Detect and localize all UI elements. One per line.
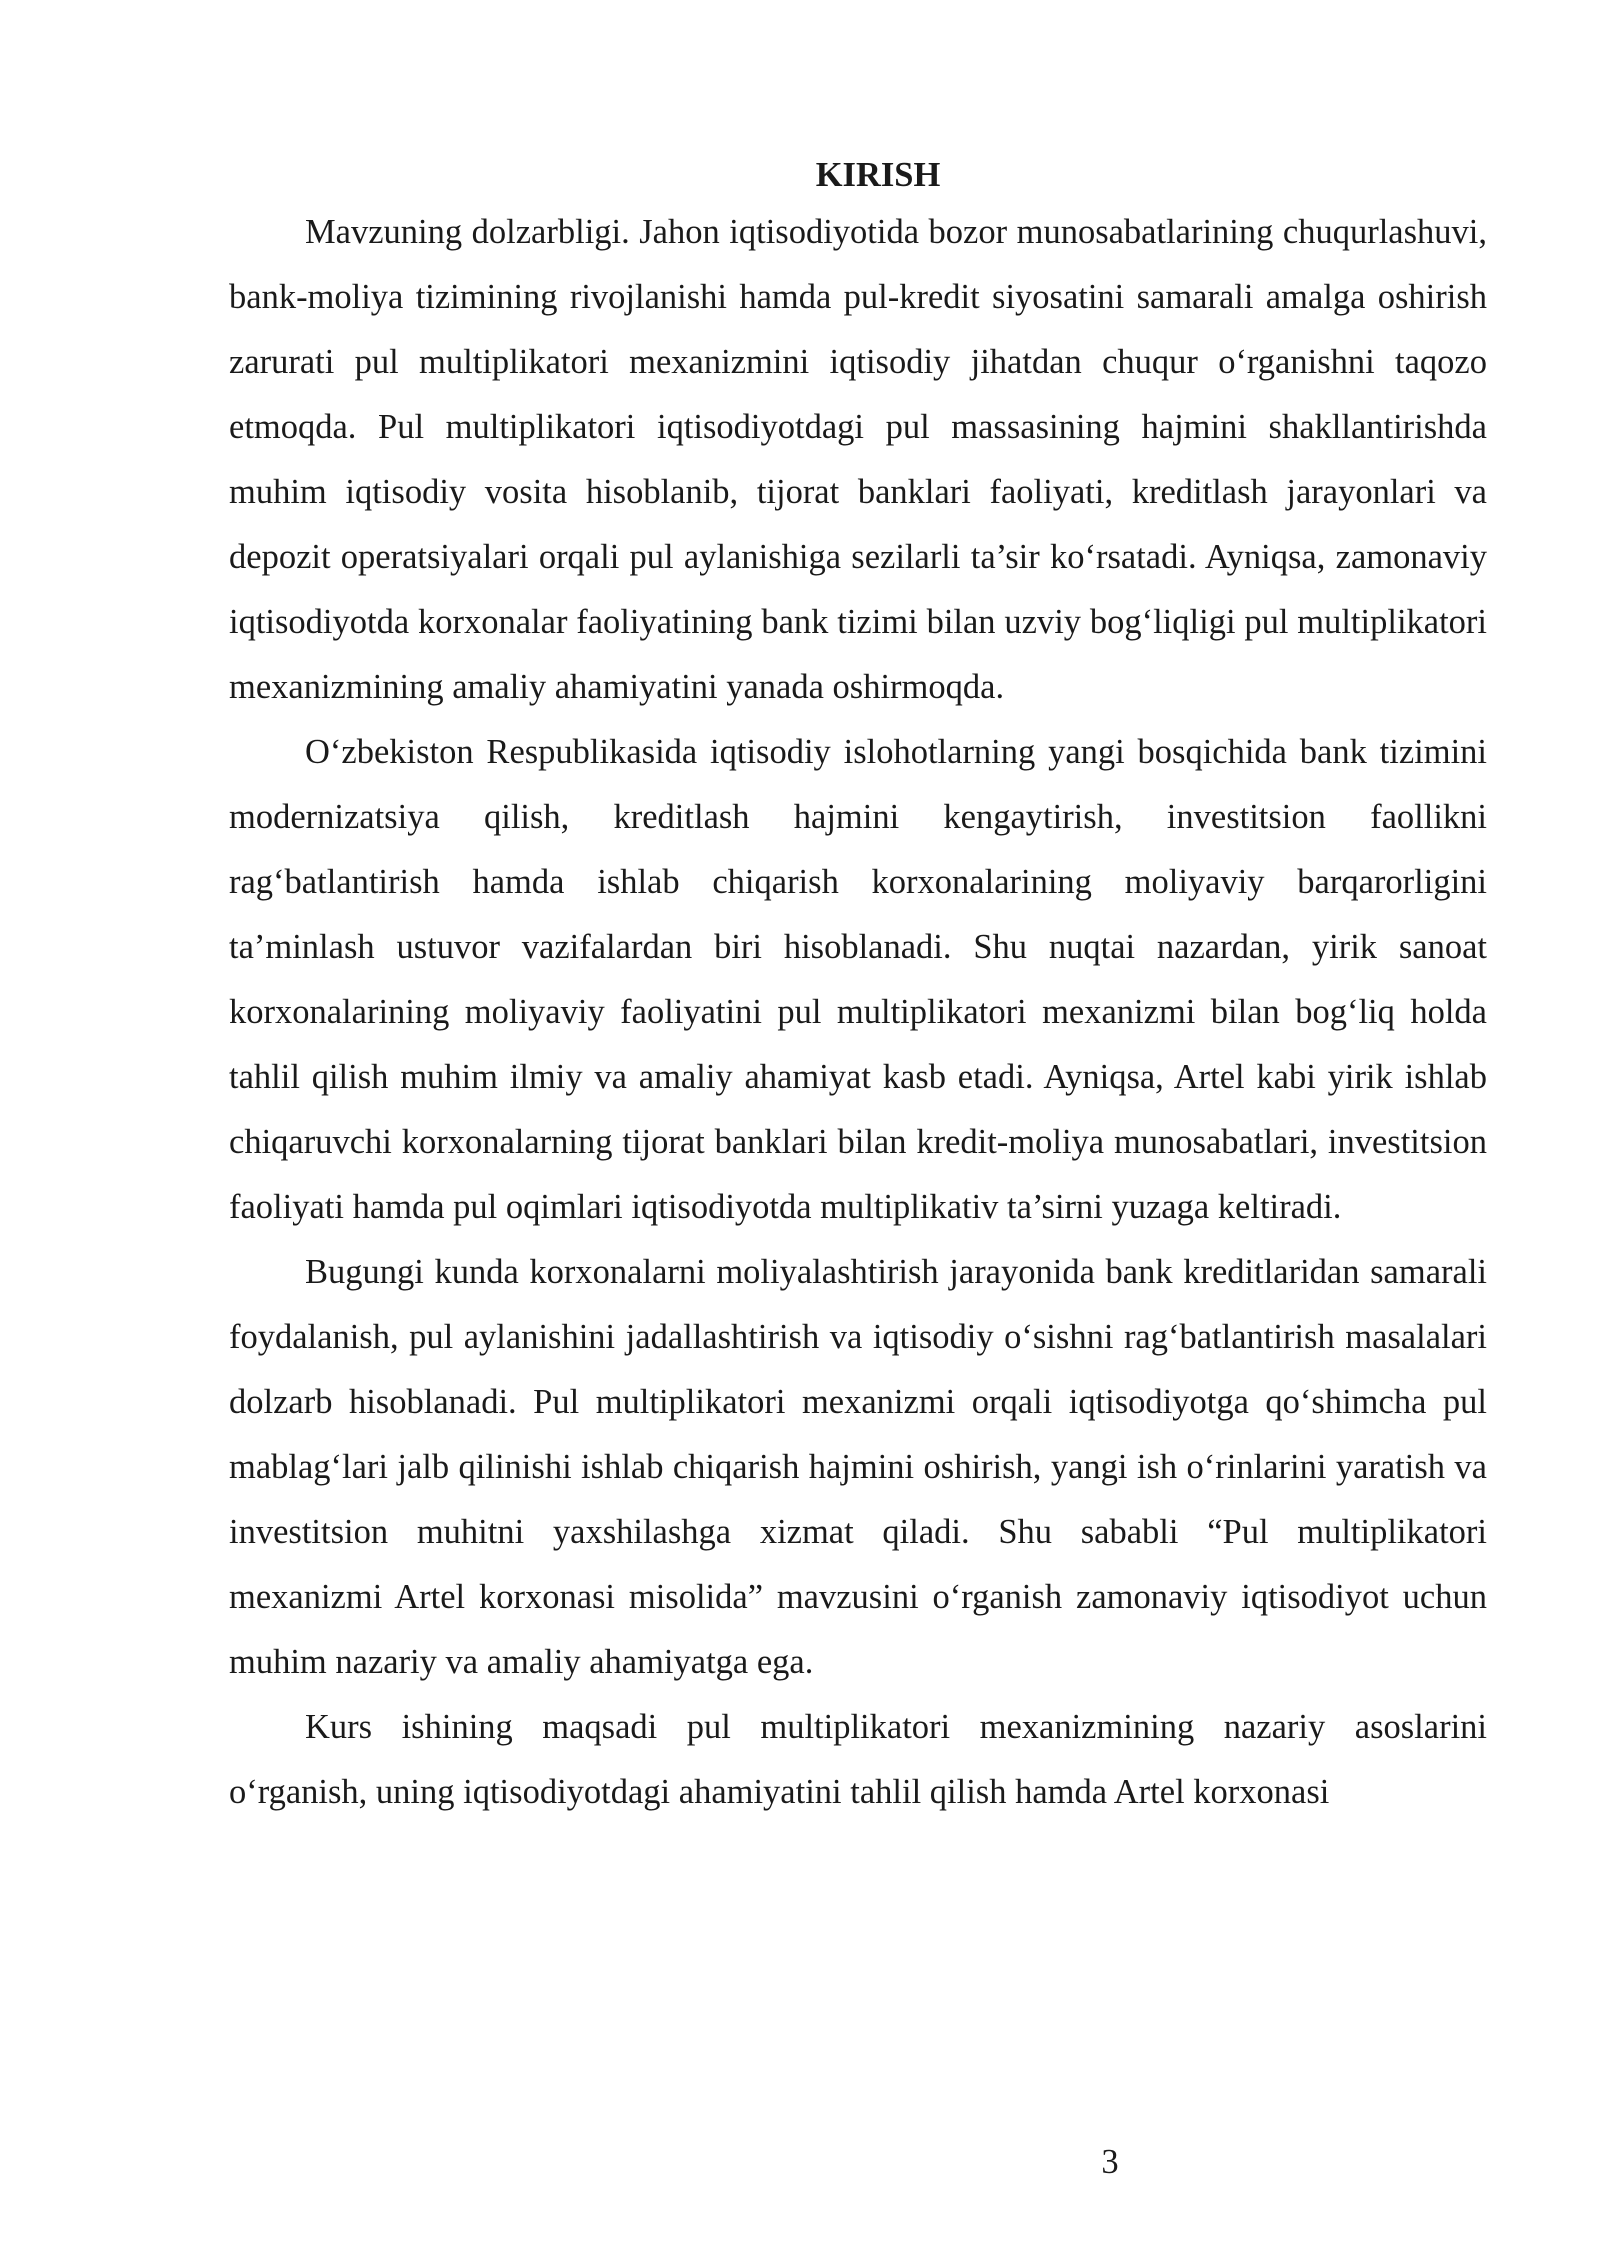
paragraph-relevance: Mavzuning dolzarbligi. Jahon iqtisodiyotida bozor munosabatlarining chuqurlashuvi, bank-moliya tizimining rivojlanishi hamda pul-kredit siyosatini samarali amalga oshirish zarurati pul multiplikatori mexanizmini iqtisodiy jihatdan chuqur o‘rganishni taqozo etmoqda. Pul multiplikatori iqtisodiyotdagi pul massasining hajmini shakllantirishda muhim iqtisodiy vosita hisoblanib, tijorat banklari faoliyati, kreditlash jarayonlari va depozit operatsiyalari orqali pul aylanishiga sezilarli ta’sir ko‘rsatadi. Ayniqsa, zamonaviy iqtisodiyotda korxonalar faoliyatining bank tizimi bilan uzviy bog‘liqligi pul multiplikatori mexanizmining amaliy ahamiyatini yanada oshirmoqda. [229,213,1487,706]
page-number: 3 [1101,2143,1119,2181]
paragraph-financing: Bugungi kunda korxonalarni moliyalashtirish jarayonida bank kreditlaridan samarali foydalanish, pul aylanishini jadallashtirish va iqtisodiy o‘sishni rag‘batlantirish masalalari dolzarb hisoblanadi. Pul multiplikatori mexanizmi orqali iqtisodiyotga qo‘shimcha pul mablag‘lari jalb qilinishi ishlab chiqarish hajmini oshirish, yangi ish o‘rinlarini yaratish va investitsion muhitni yaxshilashga xizmat qiladi. Shu sababli “Pul multiplikatori mexanizmi Artel korxonasi misolida” mavzusini o‘rganish zamonaviy iqtisodiyot uchun muhim nazariy va amaliy ahamiyatga ega. [229,1253,1487,1681]
section-heading: KIRISH [815,156,941,194]
page-content [229,150,1487,1825]
paragraph-uzbekistan-reforms: O‘zbekiston Respublikasida iqtisodiy islohotlarning yangi bosqichida bank tizimini modernizatsiya qilish, kreditlash hajmini kengaytirish, investitsion faollikni rag‘batlantirish hamda ishlab chiqarish korxonalarining moliyaviy barqarorligini ta’minlash ustuvor vazifalardan biri hisoblanadi. Shu nuqtai nazardan, yirik sanoat korxonalarining moliyaviy faoliyatini pul multiplikatori mexanizmi bilan bog‘liq holda tahlil qilish muhim ilmiy va amaliy ahamiyat kasb etadi. Ayniqsa, Artel kabi yirik ishlab chiqaruvchi korxonalarning tijorat banklari bilan kredit-moliya munosabatlari, investitsion faoliyati hamda pul oqimlari iqtisodiyotda multiplikativ ta’sirni yuzaga keltiradi. [229,733,1487,1226]
paragraph-course-goal: Kurs ishining maqsadi pul multiplikatori mexanizmining nazariy asoslarini o‘rganish, uning iqtisodiyotdagi ahamiyatini tahlil qilish hamda Artel korxonasi [229,1708,1487,1811]
